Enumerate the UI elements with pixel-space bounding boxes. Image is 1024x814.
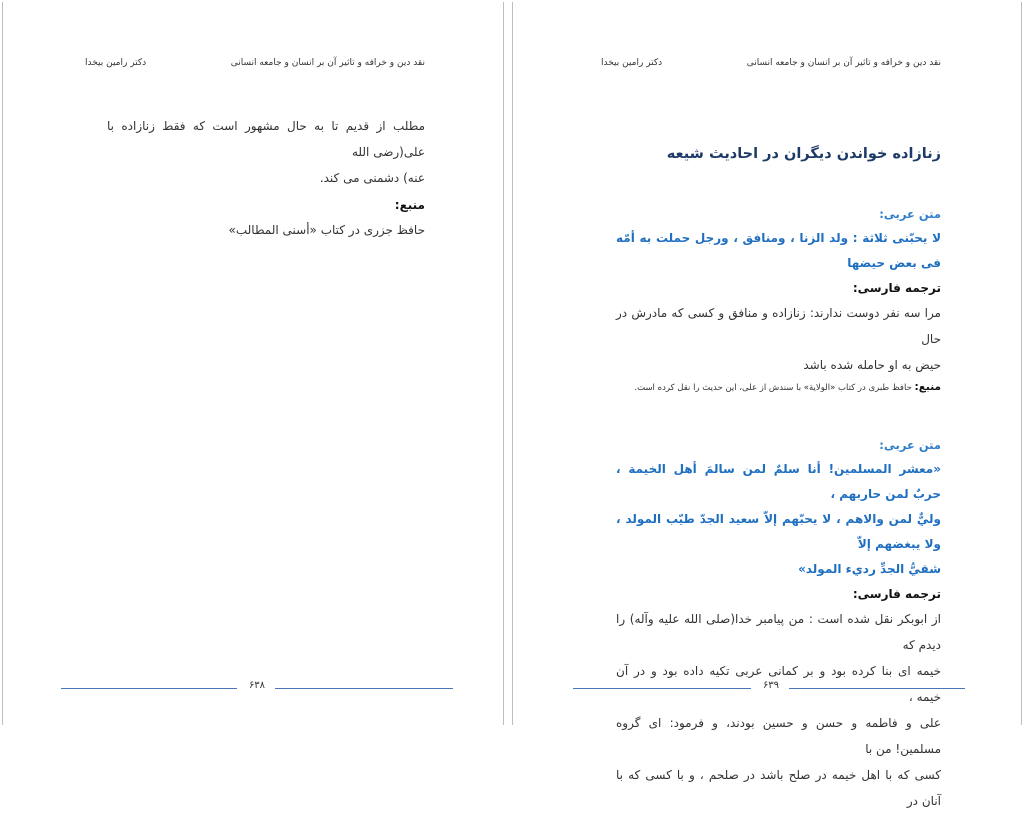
arabic-text-2-line-2: وليٌّ لمن والاهم ، لا يحبّهم إلاّ سعيد الجدّ طيّب المولد ، ولا يبغضهم إلاّ — [616, 512, 941, 551]
source-1-text: حافظ طبری در کتاب «الولایة» با سندش از علی، این حدیث را نقل کرده است. — [634, 383, 912, 393]
left-header-title: نقد دین و خرافه و تاثیر آن بر انسان و جامعه انسانی — [230, 58, 425, 68]
persian-text-2-line-2: خیمه ای بنا کرده بود و بر کمانی عربی تکیه داده بود و در آن خیمه ، — [616, 664, 941, 704]
left-page-number: ۶۳۸ — [248, 680, 266, 691]
left-footer-rule-left — [61, 688, 237, 689]
right-header-author: دکتر رامین بیخدا — [601, 58, 663, 68]
left-source-label: منبع: — [394, 198, 425, 212]
persian-text-2-line-3: علی و فاطمه و حسن و حسین بودند، و فرمود: ای گروه مسلمین! من با — [616, 716, 941, 756]
source-1 — [616, 378, 941, 397]
section-heading: زنازاده خواندن دیگران در احادیث شیعه — [666, 146, 941, 162]
right-page-number: ۶۳۹ — [762, 680, 780, 691]
arabic-label-2: متن عربی: — [879, 438, 941, 452]
arabic-text-1: لا يحبّنى ثلاثة : ولد الزنا ، ومنافق ، ورجل حملت به أمّه فى بعض حيضها — [616, 231, 941, 270]
persian-label-1: ترجمه فارسی: — [852, 281, 941, 295]
persian-text-1-line-1: مرا سه نفر دوست ندارند: زنازاده و منافق و کسی که مادرش در حال — [616, 306, 941, 346]
arabic-label-1: متن عربی: — [879, 207, 941, 221]
persian-text-1-line-2: حیض به او حامله شده باشد — [803, 358, 941, 372]
right-footer-rule-left — [573, 688, 751, 689]
left-source-text: حافظ جزری در کتاب «أسنى المطالب» — [228, 223, 425, 237]
left-paragraph-line-2: عنه) دشمنی می کند. — [319, 171, 425, 185]
arabic-text-2-line-3: شقيُّ الجدِّ رديء المولد» — [798, 562, 941, 576]
left-page-body — [107, 113, 425, 243]
right-footer-rule-right — [789, 688, 965, 689]
left-header-author: دکتر رامین بیخدا — [85, 58, 147, 68]
right-header-title: نقد دین و خرافه و تاثیر آن بر انسان و جامعه انسانی — [746, 58, 941, 68]
source-1-label: منبع: — [914, 381, 941, 393]
persian-text-2-line-4: کسی که با اهل خیمه در صلح باشد در صلحم ، و با کسی که با آنان در — [616, 768, 941, 808]
arabic-text-2-line-1: «معشر المسلمين! أنا سلمٌ لمن سالمَ أهل الخيمة ، حربٌ لمن حاربهم ، — [616, 462, 941, 501]
left-paragraph-line-1: مطلب از قدیم تا به حال مشهور است که فقط زنازاده با علی(رضی الله — [107, 119, 425, 159]
persian-text-2-line-1: از ابوبکر نقل شده است : من پیامبر خدا(صلی الله علیه وآله) را دیدم که — [616, 612, 941, 652]
right-page-body — [616, 146, 941, 814]
left-page — [2, 2, 504, 725]
persian-label-2: ترجمه فارسی: — [852, 587, 941, 601]
right-page — [512, 2, 1022, 808]
left-footer-rule-right — [275, 688, 453, 689]
